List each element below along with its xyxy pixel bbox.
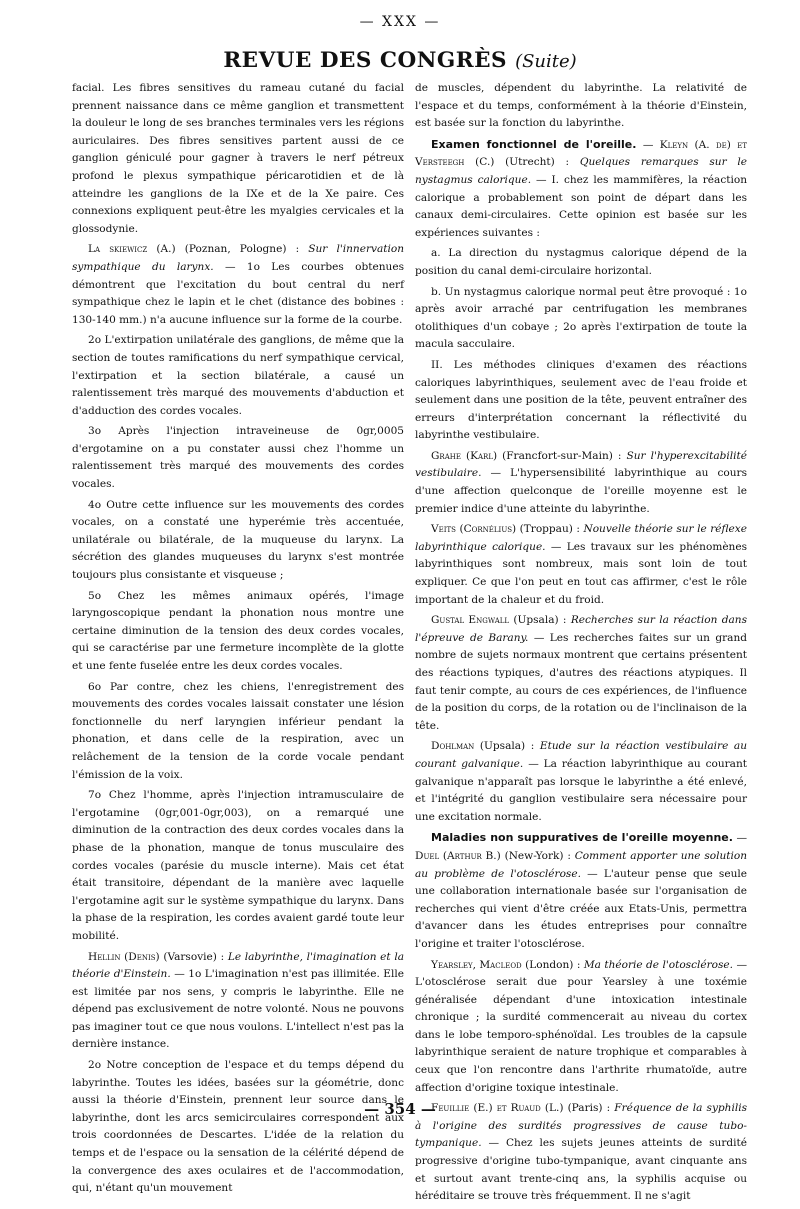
article-title: Ma théorie de l'otosclérose. (583, 958, 734, 971)
paragraph: b. Un nystagmus calorique normal peut être provoqué : 1o après avoir arraché par centrifugation les membranes otolithiques d'un cobaye ; 2o après l'extirpation de toute la macula sacculaire. (415, 285, 747, 351)
paragraph (415, 829, 747, 953)
article-text: — L'hypersensibilité labyrinthique au cours d'une affection quelconque de l'oreille moyenne est le premier indice d'une atteinte du labyrinthe. (415, 467, 747, 515)
article-text: — Les recherches faites sur un grand nombre de sujets normaux montrent que certains présentent des réactions typiques, d'autres des réactions atypiques. Il faut tenir compte, au cours de ces expériences, de l'influence de la position du corps, de la rotation ou de l'inclinaison de la tête. (415, 631, 747, 732)
paragraph: II. Les méthodes cliniques d'examen des réactions caloriques labyrinthiques, seulement avec de l'eau froide et seulement dans une position de la tête, peuvent entraîner des erreurs d'interprétation concernant la réflectivité du labyrinthe vestibulaire. (415, 358, 747, 442)
author-place: (Upsala) : (479, 740, 535, 753)
article-title: Fréquence de la syphilis à l'origine des surdités progressives de cause tubo-tympanique. (415, 1102, 747, 1150)
author-name: Dohlman (431, 740, 475, 753)
article-title: Comment apporter une solution au problème de l'otosclérose. (415, 849, 748, 880)
article-title: Sur l'hyperexcitabilité vestibulaire. (415, 449, 747, 480)
paragraph: a. La direction du nystagmus calorique dépend de la position du canal demi-circulaire horizontal. (415, 247, 747, 277)
section-heading: Maladies non suppuratives de l'oreille moyenne. (431, 831, 733, 845)
paragraph (415, 448, 747, 518)
page-roman-numeral: — XXX — (359, 14, 441, 30)
article-text: — L'auteur pense que seule une collaboration internationale basée sur l'organisation de recherches qui vient d'être créée aux Etats-Unis, permettra d'avancer dans les études entreprises pour connaître l'origine et traiter l'otosclérose. (415, 867, 747, 950)
author-name: Feuillie (E.) et Ruaud (L.) (431, 1102, 564, 1115)
article-text: — I. chez les mammifères, la réaction calorique a probablement son point de départ dans les canaux demi-circulaires. Cette opinion est basée sur les expériences suivantes : (415, 173, 747, 239)
right-column (415, 80, 747, 1209)
author-name: Yearsley, Macleod (431, 958, 522, 971)
paragraph: facial. Les fibres sensitives du rameau cutané du facial prennent naissance dans ce même ganglion et transmettent la douleur le long de ses branches terminales vers les régions auriculaires. Des fibres sensitives partent aussi de ce ganglion géniculé pour gagner à travers le nerf pétreux profond le plexus sympathique péricarotidien et de là atteindre les ganglions de la IXe et de la Xe paire. Ces connexions expliquent peut-être les myalgies cervicales et la glossodynie. (72, 82, 404, 235)
article-title: Etude sur la réaction vestibulaire au courant galvanique. (415, 740, 747, 770)
article-text: — La réaction labyrinthique au courant galvanique n'apparaît pas lorsque le labyrinthe a été enlevé, et l'intégrité du ganglion vestibulaire sera nécessaire pour une excitation normale. (415, 757, 748, 823)
section-title-suite: (Suite) (515, 51, 577, 72)
section-title: REVUE DES CONGRÈS (223, 48, 508, 73)
paragraph: 5o Chez les mêmes animaux opérés, l'image laryngoscopique pendant la phonation nous montre une certaine diminution de la tension des deux cordes vocales, qui se caractérise par une fermeture incomplète de la glotte et une fente fuselée entre les deux cordes vocales. (72, 589, 404, 672)
author-name: — Duel (Arthur B.) (415, 832, 747, 862)
paragraph (72, 241, 404, 329)
paragraph: 3o Après l'injection intraveineuse de 0gr,0005 d'ergotamine on a pu constater aussi chez l'homme un ralentissement très marqué des mouvements des cordes vocales. (72, 425, 404, 491)
author-place: (London) : (525, 958, 581, 971)
article-text: — Chez les sujets jeunes atteints de surdité progressive d'origine tubo-tympanique, avant cinquante ans et surtout avant trente-cinq ans, la syphilis acquise ou héréditaire se trouve très fréquemment. Il ne s'agit (415, 1137, 747, 1203)
article-text: — 1o L'imagination n'est pas illimitée. Elle est limitée par nos sens, y compris le labyrinthe. Elle ne dépend pas exclusivement de notre volonté. Nous ne pouvons pas imaginer tout ce que nous voulons. L'intellect n'est pas la dernière instance. (72, 968, 404, 1051)
article-title: Nouvelle théorie sur le réflexe labyrinthique calorique. (415, 523, 747, 553)
article-title: Recherches sur la réaction dans l'épreuve de Barany. (415, 614, 747, 644)
paragraph: 2o Notre conception de l'espace et du temps dépend du labyrinthe. Toutes les idées, basées sur la géométrie, donc aussi la théorie d'Einstein, prennent leur source dans le labyrinthe, dont les arcs semicirculaires correspondent aux trois coordonnées de Descartes. L'idée de la relation du temps et de l'espace ou la sensation de la célérité dépend de la convergence des axes oculaires et de l'accommodation, qui, n'étant qu'un mouvement (72, 1059, 404, 1195)
page-number: — 354 — (364, 1100, 436, 1118)
paragraph (415, 136, 747, 243)
paragraph: 2o L'extirpation unilatérale des ganglions, de même que la section de toutes ramifications du nerf sympathique cervical, l'extirpation et la section bilatérale, a causé un ralentissement très marqué des mouvements d'abduction et d'adduction des cordes vocales. (72, 334, 404, 417)
article-text: — L'otosclérose serait due pour Yearsley à une toxémie généralisée dépendant d'une intoxication intestinale chronique ; la surdité commencerait au niveau du cortex dans le lobe temporo-sphénoïdal. Les troubles de la capsule labyrinthique seraient de nature trophique et comparables à ceux que l'on rencontre dans l'arthrite rhumatoïde, autre affection d'origine toxique intestinale. (415, 958, 748, 1094)
article-title: Le labyrinthe, l'imagination et la théorie d'Einstein. (72, 950, 405, 981)
article-text: — 1o Les courbes obtenues démontrent que l'excitation du bout central du nerf sympathique chez le lapin et le chet (distance des bobines : 130-140 mm.) n'a aucune influence sur la forme de la courbe. (72, 260, 404, 326)
paragraph: 7o Chez l'homme, après l'injection intramusculaire de l'ergotamine (0gr,001-0gr,003), on a remarqué une diminution de la contraction des deux cordes vocales dans la phase de la phonation, manque de tonus musculaire des cordes vocales (parésie du muscle interne). Mais cet état était transitoire, dépendant de la manière avec laquelle l'ergotamine agit sur le système sympathique du larynx. Dans la phase de la respiration, les cordes avaient gardé toute leur mobilité. (72, 789, 404, 942)
author-place: (Paris) : (567, 1102, 611, 1115)
paragraph (415, 612, 747, 735)
author-name: Veits (Cornélius) (431, 523, 517, 536)
page-title (0, 48, 800, 73)
author-name: La skiewicz (A.) (88, 243, 176, 256)
author-place: (Troppau) : (519, 523, 580, 536)
author-place: (Francfort-sur-Main) : (502, 449, 622, 462)
paragraph: de muscles, dépendent du labyrinthe. La relativité de l'espace et du temps, conformément à la théorie d'Einstein, est basée sur la fonction du labyrinthe. (415, 82, 747, 130)
paragraph: 4o Outre cette influence sur les mouvements des cordes vocales, on a constaté une hyperémie très accentuée, unilatérale ou bilatérale, de la muqueuse du larynx. La sécrétion des glandes muqueuses du larynx s'est montrée toujours plus consistante et visqueuse ; (72, 498, 404, 582)
author-place: (New-York) : (504, 849, 571, 862)
author-place: (Poznan, Pologne) : (184, 243, 300, 256)
article-title: Quelques remarques sur le nystagmus calorique. (415, 156, 748, 186)
paragraph: 6o Par contre, chez les chiens, l'enregistrement des mouvements des cordes vocales laissait constater une lésion fonctionnelle du nerf laryngien inférieur pendant la phonation, et dans celle de la respiration, avec un relâchement de la tension de la corde vocale pendant l'émission de la voix. (72, 680, 404, 781)
article-title: Sur l'innervation sympathique du larynx. (72, 243, 404, 273)
paragraph (415, 521, 747, 609)
author-name: Grahe (Karl) (431, 449, 498, 462)
left-column (72, 80, 404, 1201)
author-name: — Kleyn (A. de) et Versteegh (C.) (415, 138, 747, 169)
author-name: Hellin (Denis) (88, 950, 160, 963)
article-text: — Les travaux sur les phénomènes labyrinthiques sont nombreux, mais sont loin de tout expliquer. Ce que l'on peut en tout cas affirmer, c'est le rôle important de la chaleur et du froid. (415, 540, 748, 606)
paragraph (415, 738, 747, 826)
author-place: (Utrecht) : (505, 156, 570, 169)
author-name: Gustal Engwall (431, 614, 510, 627)
author-place: (Upsala) : (513, 614, 567, 627)
author-place: (Varsovie) : (163, 950, 225, 963)
section-heading: Examen fonctionnel de l'oreille. (431, 137, 637, 151)
paragraph (72, 949, 404, 1055)
paragraph (415, 957, 747, 1098)
